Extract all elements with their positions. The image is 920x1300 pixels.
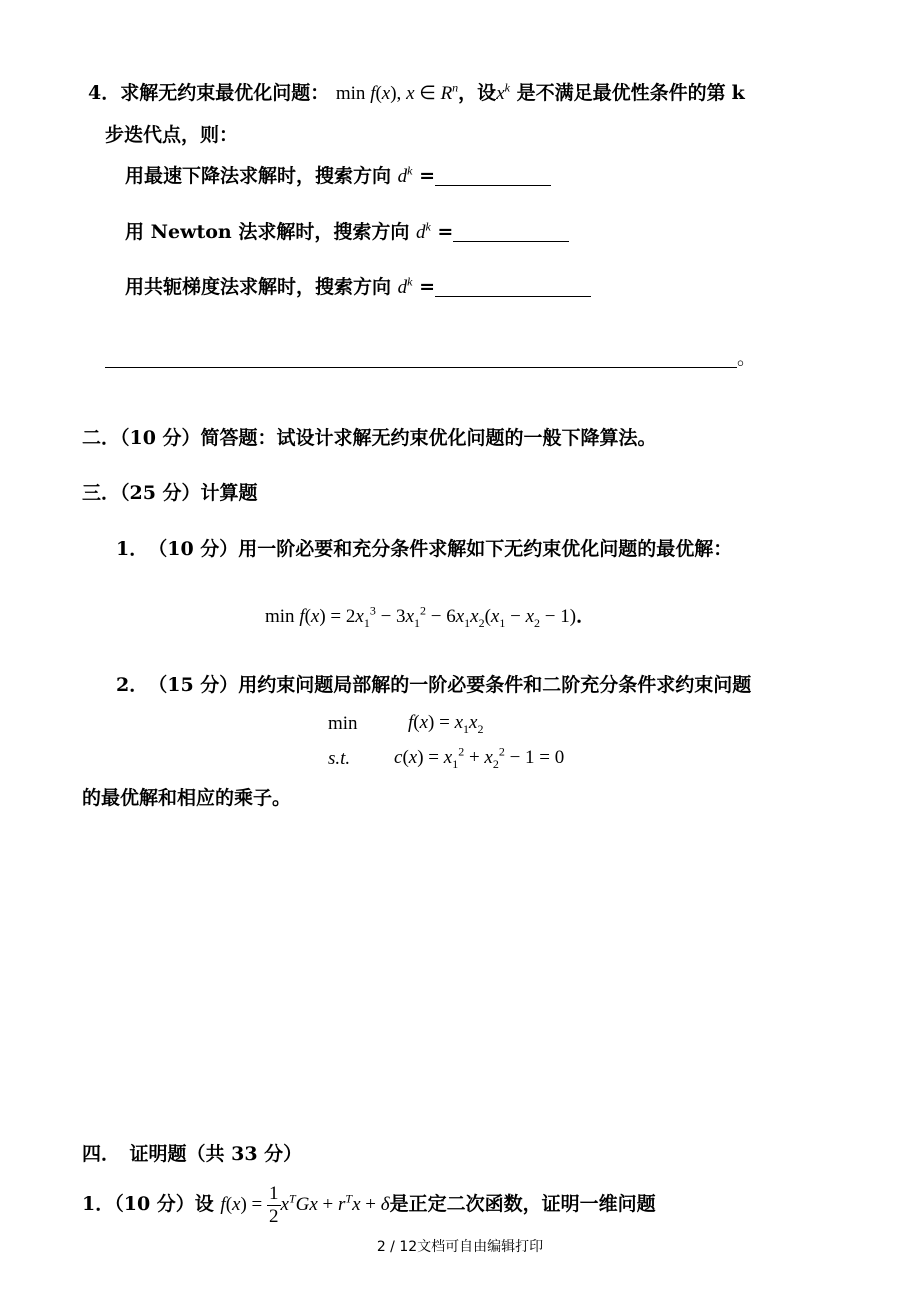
section-2: 二．（10 分）简答题：试设计求解无约束优化问题的一般下降算法。 [82, 427, 657, 449]
s3-q1: 1． （10 分）用一阶必要和充分条件求解如下无约束优化问题的最优解： [116, 538, 733, 560]
s3-q2-constraint: s.t. $c(x) = x_1^2 + x_2^2 - 1 = 0$ [328, 744, 565, 771]
s3-q2: 2． （15 分）用约束问题局部解的一阶必要条件和二阶充分条件求约束问题 [116, 674, 752, 696]
section-3-title: 三．（25 分）计算题 [82, 482, 258, 504]
s4-q1: 1．（10 分）设 f(x) = $\frac{1}{2}$ $x^TGx + r^Tx + \delta$是正定二次函数，证明一维问题 [82, 1182, 656, 1227]
answer-blank [435, 276, 591, 297]
q4-conjugate-gradient: 用共轭梯度法求解时，搜索方向 $d^k$ = [125, 274, 591, 301]
s3-q2-end: 的最优解和相应的乘子。 [82, 787, 292, 809]
q4-newton: 用 Newton 法求解时，搜索方向 $d^k$ = [125, 219, 569, 246]
q4-line1: 4．求解无约束最优化问题： min f(x), x ∈ $R^n$，设$x^k$ 是不满足最优性条件的第 k [88, 80, 745, 104]
page-footer: 2 / 12文档可自由编辑打印 [376, 1239, 544, 1255]
section-4-title: 四． 证明题（共 33 分） [82, 1143, 303, 1165]
q4-steepest-descent: 用最速下降法求解时，搜索方向 $d^k$ = [125, 163, 551, 190]
q4-line2: 步迭代点，则： [105, 124, 239, 146]
s3-q1-formula: $\min f(x) = 2x_1^3 - 3x_1^2 - 6x_1x_2(x_1 - x_2 - 1)$． [265, 603, 596, 630]
answer-blank [105, 347, 737, 368]
q4-formula: min f(x), x ∈ $R^n$ [335, 80, 459, 104]
answer-blank [435, 165, 551, 186]
fraction-one-half: $\frac{1}{2}$ [269, 1182, 279, 1227]
s3-q2-objective: min $f(x) = x_1x_2$ [328, 712, 484, 736]
q4-long-blank: 。 [105, 345, 756, 371]
answer-blank [453, 221, 569, 242]
